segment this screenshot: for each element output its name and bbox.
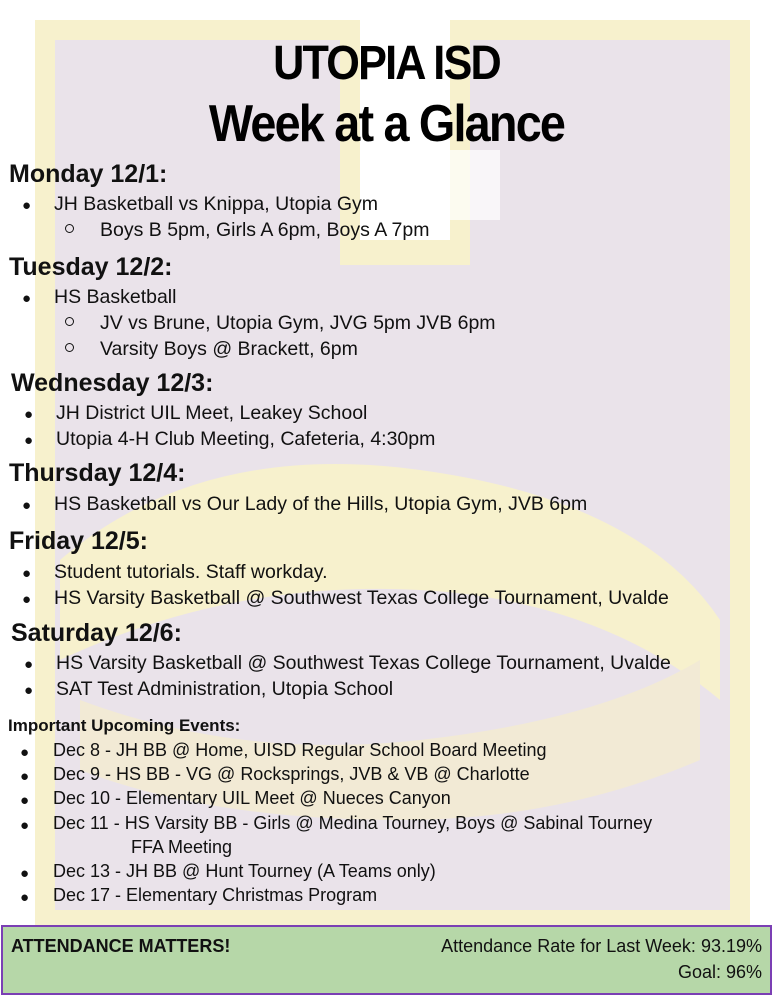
bullet-icon: ● (20, 865, 30, 882)
upcoming-event-item: Dec 17 - Elementary Christmas Program (53, 885, 378, 905)
bullet-icon: ● (20, 889, 30, 906)
sub-bullet-icon (65, 317, 74, 326)
day-heading-friday: Friday 12/5: (9, 527, 148, 555)
bullet-icon: ● (20, 768, 30, 785)
bullet-icon: ● (22, 290, 32, 307)
page-title-line2: Week at a Glance (208, 95, 565, 153)
bullet-icon: ● (22, 497, 32, 514)
day-heading-wednesday: Wednesday 12/3: (11, 369, 214, 397)
bullet-icon: ● (20, 792, 30, 809)
upcoming-event-item: Dec 8 - JH BB @ Home, UISD Regular School Board Meeting (53, 740, 547, 760)
attendance-box (1, 925, 772, 995)
upcoming-event-item: Dec 10 - Elementary UIL Meet @ Nueces Canyon (53, 788, 451, 808)
upcoming-events-heading: Important Upcoming Events: (8, 716, 241, 735)
event-item: Utopia 4-H Club Meeting, Cafeteria, 4:30pm (56, 428, 436, 450)
event-subitem: Varsity Boys @ Brackett, 6pm (100, 338, 358, 360)
bullet-icon: ● (24, 406, 34, 423)
bullet-icon: ● (20, 744, 30, 761)
attendance-label: ATTENDANCE MATTERS! (11, 936, 231, 956)
attendance-rate: Attendance Rate for Last Week: 93.19% (441, 936, 762, 956)
bullet-icon: ● (24, 682, 34, 699)
bullet-icon: ● (24, 656, 34, 673)
upcoming-event-continuation: FFA Meeting (131, 837, 233, 857)
event-item: JH District UIL Meet, Leakey School (56, 402, 368, 424)
event-item: Student tutorials. Staff workday. (54, 561, 328, 583)
attendance-goal: Goal: 96% (677, 962, 762, 982)
sub-bullet-icon (65, 343, 74, 352)
page-title-line1: UTOPIA ISD (273, 37, 500, 90)
day-heading-tuesday: Tuesday 12/2: (9, 253, 173, 281)
bullet-icon: ● (22, 197, 32, 214)
event-item: HS Basketball (54, 286, 177, 308)
day-heading-thursday: Thursday 12/4: (9, 459, 186, 487)
event-item: HS Varsity Basketball @ Southwest Texas College Tournament, Uvalde (56, 652, 671, 674)
event-subitem: Boys B 5pm, Girls A 6pm, Boys A 7pm (100, 219, 430, 241)
day-heading-monday: Monday 12/1: (9, 160, 168, 188)
event-item: SAT Test Administration, Utopia School (56, 678, 394, 700)
upcoming-event-item: Dec 11 - HS Varsity BB - Girls @ Medina Tourney, Boys @ Sabinal Tourney (53, 813, 653, 833)
bullet-icon: ● (24, 432, 34, 449)
bullet-icon: ● (20, 817, 30, 834)
event-item: HS Varsity Basketball @ Southwest Texas College Tournament, Uvalde (54, 587, 669, 609)
event-item: HS Basketball vs Our Lady of the Hills, Utopia Gym, JVB 6pm (54, 493, 588, 515)
day-heading-saturday: Saturday 12/6: (11, 619, 182, 647)
sub-bullet-icon (65, 224, 74, 233)
event-item: JH Basketball vs Knippa, Utopia Gym (54, 193, 379, 215)
bullet-icon: ● (22, 591, 32, 608)
upcoming-event-item: Dec 9 - HS BB - VG @ Rocksprings, JVB & VB @ Charlotte (53, 764, 530, 784)
bullet-icon: ● (22, 565, 32, 582)
event-subitem: JV vs Brune, Utopia Gym, JVG 5pm JVB 6pm (100, 312, 496, 334)
upcoming-event-item: Dec 13 - JH BB @ Hunt Tourney (A Teams only) (53, 861, 436, 881)
